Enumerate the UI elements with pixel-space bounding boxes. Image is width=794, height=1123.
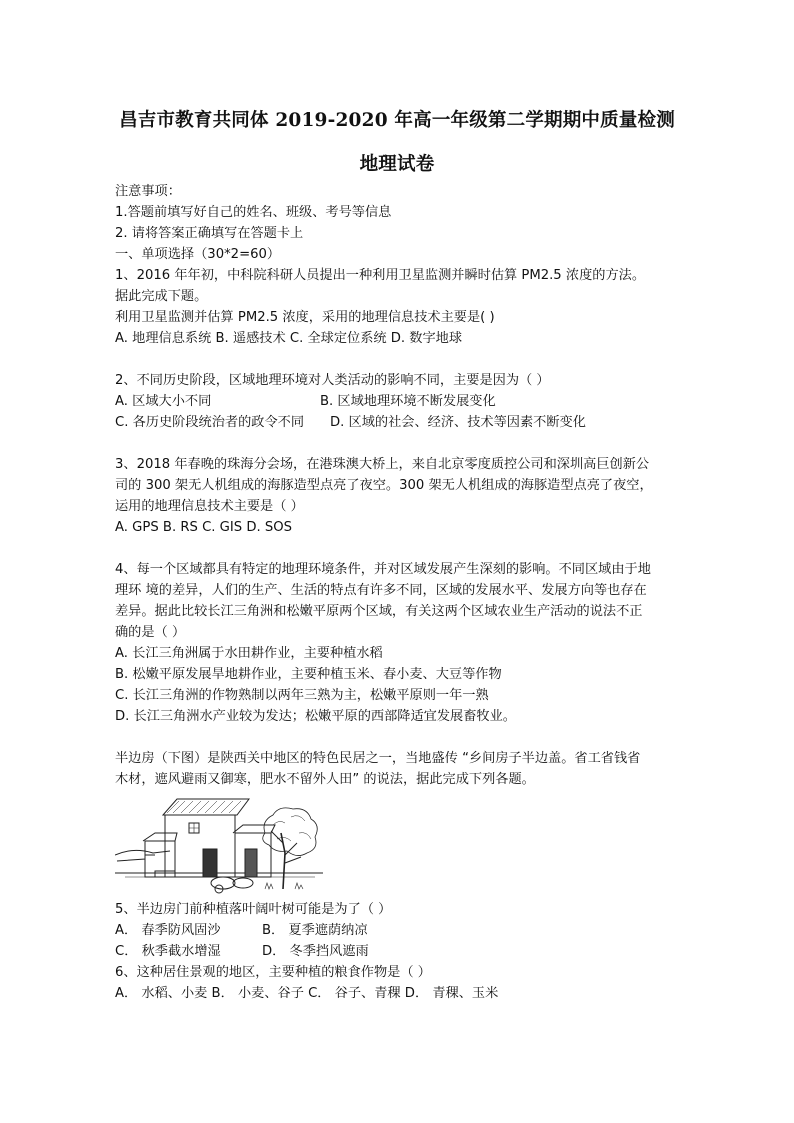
exam-title: 昌吉市教育共同体 2019-2020 年高一年级第二学期期中质量检测 bbox=[119, 110, 675, 131]
exam-body bbox=[115, 181, 685, 1004]
q2-options-row1 bbox=[115, 391, 685, 412]
q4-stem-line1: 4、每一个区域都具有特定的地理环境条件，并对区域发展产生深刻的影响。不同区域由于地 bbox=[115, 562, 651, 577]
q5-option-c: C． 秋季截水增湿 bbox=[115, 944, 221, 959]
note-item-2: 2. 请将答案正确填写在答题卡上 bbox=[115, 226, 304, 241]
q1-stem-line2: 据此完成下题。 bbox=[115, 289, 208, 304]
q2-options-row2 bbox=[115, 412, 685, 433]
q3-stem-line1: 3、2018 年春晚的珠海分会场，在港珠澳大桥上，来自北京零度质控公司和深圳高巨创新公 bbox=[115, 457, 650, 472]
q1-options: A. 地理信息系统 B. 遥感技术 C. 全球定位系统 D. 数字地球 bbox=[115, 331, 463, 346]
note-item-1: 1.答题前填写好自己的姓名、班级、考号等信息 bbox=[115, 205, 392, 220]
q4-option-a: A. 长江三角洲属于水田耕作业，主要种植水稻 bbox=[115, 646, 383, 661]
q3-stem-line2: 司的 300 架无人机组成的海豚造型点亮了夜空。300 架无人机组成的海豚造型点亮了夜空， bbox=[115, 478, 653, 493]
q4-option-b: B. 松嫩平原发展旱地耕作业，主要种植玉米、春小麦、大豆等作物 bbox=[115, 667, 502, 682]
q5-option-a: A． 春季防风固沙 bbox=[115, 923, 221, 938]
q5-stem: 5、半边房门前种植落叶阔叶树可能是为了（ ） bbox=[115, 902, 392, 917]
section-heading: 一、单项选择（30*2=60） bbox=[115, 247, 281, 262]
q5-options-row2 bbox=[115, 941, 685, 962]
q2-stem: 2、不同历史阶段，区域地理环境对人类活动的影响不同，主要是因为（ ） bbox=[115, 373, 550, 388]
notes-heading: 注意事项： bbox=[115, 184, 181, 199]
q3-options: A. GPS B. RS C. GIS D. SOS bbox=[115, 520, 292, 535]
q4-option-d: D. 长江三角洲水产业较为发达；松嫩平原的西部降适宜发展畜牧业。 bbox=[115, 709, 516, 724]
q2-option-c: C. 各历史阶段统治者的政令不同 bbox=[115, 415, 305, 430]
q2-option-b: B. 区域地理环境不断发展变化 bbox=[320, 394, 496, 409]
q4-option-c: C. 长江三角洲的作物熟制以两年三熟为主，松嫩平原则一年一熟 bbox=[115, 688, 489, 703]
q4-stem-line2: 理环 境的差异，人们的生产、生活的特点有许多不同，区域的发展水平、发展方向等也存在 bbox=[115, 583, 647, 598]
q4-stem-line4: 确的是（ ） bbox=[115, 625, 186, 640]
q5-options-row1 bbox=[115, 920, 685, 941]
q1-stem-line1: 1、2016 年年初，中科院科研人员提出一种利用卫星监测并瞬时估算 PM2.5 浓度的方法。 bbox=[115, 268, 646, 283]
q6-stem: 6、这种居住景观的地区，主要种植的粮食作物是（ ） bbox=[115, 965, 431, 980]
q1-stem-line3: 利用卫星监测并估算 PM2.5 浓度，采用的地理信息技术主要是( ) bbox=[115, 310, 495, 325]
q2-option-a: A. 区域大小不同 bbox=[115, 394, 212, 409]
q3-stem-line3: 运用的地理信息技术主要是（ ） bbox=[115, 499, 304, 514]
q2-option-d: D. 区域的社会、经济、技术等因素不断变化 bbox=[330, 415, 586, 430]
passage-line2: 木材，遮风避雨又御寒，肥水不留外人田” 的说法，据此完成下列各题。 bbox=[115, 772, 535, 787]
q4-stem-line3: 差异。据此比较长江三角洲和松嫩平原两个区域，有关这两个区域农业生产活动的说法不正 bbox=[115, 604, 643, 619]
half-house-illustration bbox=[115, 793, 323, 896]
q6-options: A． 水稻、小麦 B． 小麦、谷子 C． 谷子、青稞 D． 青稞、玉米 bbox=[115, 986, 499, 1001]
q5-option-b: B． 夏季遮荫纳凉 bbox=[262, 923, 368, 938]
passage-line1: 半边房（下图）是陕西关中地区的特色民居之一，当地盛传 “乡间房子半边盖。省工省钱省 bbox=[115, 751, 641, 766]
q5-option-d: D． 冬季挡风遮雨 bbox=[262, 944, 369, 959]
exam-subtitle: 地理试卷 bbox=[359, 154, 435, 175]
